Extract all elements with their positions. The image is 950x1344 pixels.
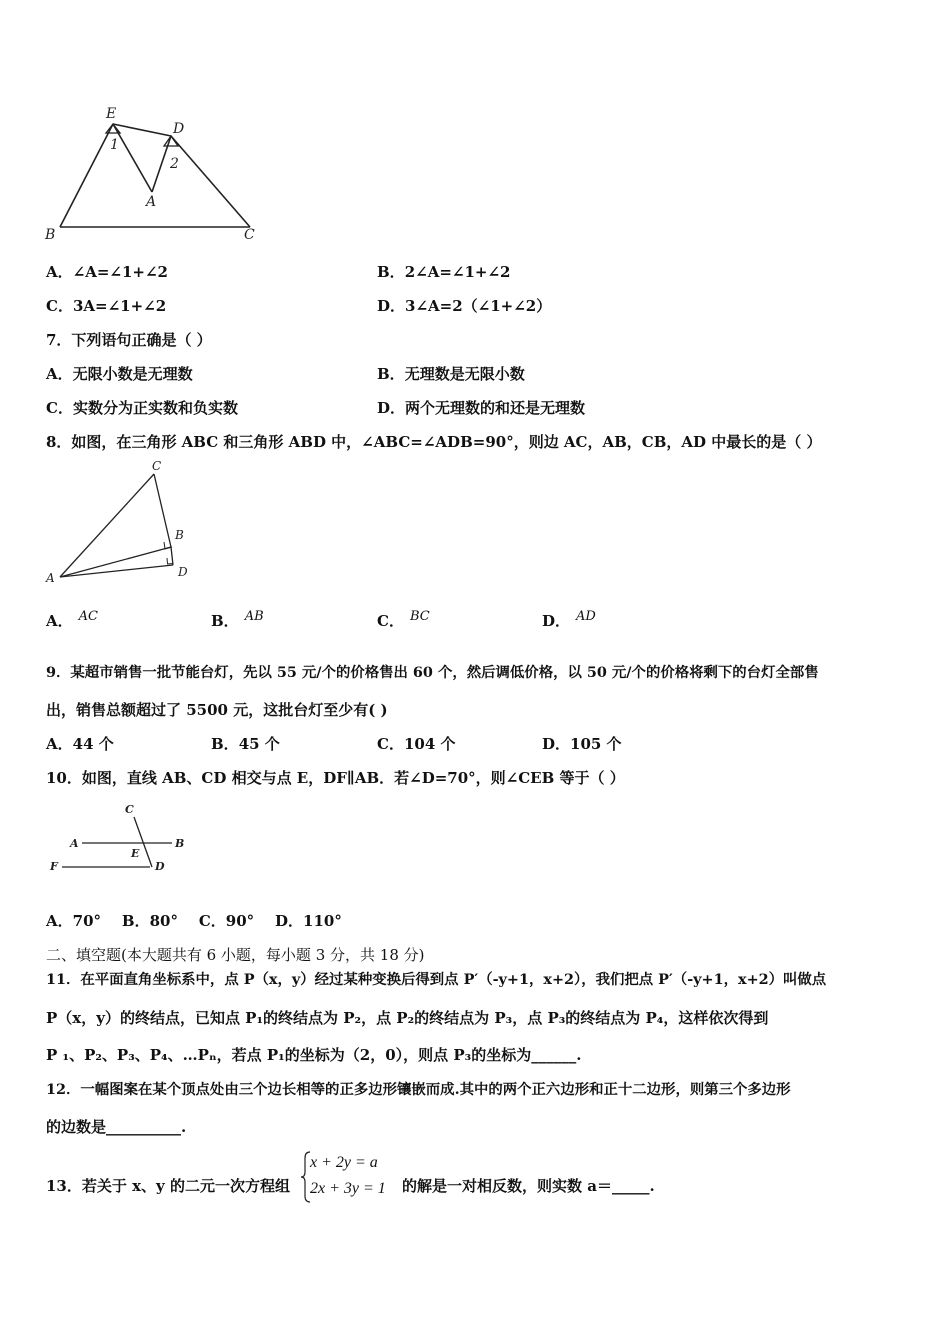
fig10-label-c: C: [125, 803, 134, 816]
q10-figure: [46, 798, 196, 883]
q9-stem-line-2: 出，销售总额超过了 5500 元，这批台灯至少有( ): [46, 701, 388, 719]
fig6-label-b: B: [45, 227, 56, 243]
q8-option-c[interactable]: C． BC: [377, 609, 430, 630]
q8-option-a[interactable]: A． AC: [46, 609, 98, 630]
fig8-label-b: B: [175, 528, 184, 542]
q13-equation-1: x + 2y = a: [310, 1154, 378, 1171]
fig8-label-d: D: [178, 565, 188, 579]
q8-figure: [40, 460, 200, 590]
fig6-label-c: C: [244, 227, 255, 243]
q6-option-b[interactable]: B．2∠A=∠1+∠2: [377, 263, 511, 281]
fig10-label-e: E: [131, 847, 140, 860]
fig8-label-c: C: [152, 460, 162, 473]
fig10-label-a: A: [70, 837, 79, 850]
q12-line-1: 12．一幅图案在某个顶点处由三个边长相等的正多边形镶嵌而成.其中的两个正六边形和正十二边形，则第三个多边形: [46, 1081, 791, 1098]
fig6-label-a: A: [146, 194, 157, 210]
fig10-label-d: D: [155, 860, 165, 873]
q9-option-b[interactable]: B．45 个: [211, 735, 280, 753]
q10-stem: 10．如图，直线 AB、CD 相交与点 E，DF∥AB．若∠D=70°，则∠CEB 等于（ ）: [46, 769, 625, 787]
q12-line-2: 的边数是__________.: [46, 1118, 187, 1136]
q11-line-3: P ₁、P₂、P₃、P₄、…Pₙ，若点 P₁的坐标为（2，0），则点 P₃的坐标为______.: [46, 1046, 582, 1064]
fig6-label-e: E: [106, 106, 117, 122]
q13-equation-system: [310, 1150, 386, 1202]
q7-option-c[interactable]: C．实数分为正实数和负实数: [46, 399, 238, 417]
section-2-heading: 二、填空题(本大题共有 6 小题，每小题 3 分，共 18 分): [46, 946, 425, 964]
q8-option-d[interactable]: D． AD: [542, 609, 596, 630]
q9-option-d[interactable]: D．105 个: [542, 735, 622, 753]
fig6-label-d: D: [173, 121, 185, 137]
q8-option-b[interactable]: B． AB: [211, 609, 264, 630]
q7-option-a[interactable]: A．无限小数是无理数: [46, 365, 193, 383]
fig6-label-2: 2: [170, 156, 179, 172]
q7-option-d[interactable]: D．两个无理数的和还是无理数: [377, 399, 586, 417]
q13-suffix: 的解是一对相反数，则实数 a＝_____.: [402, 1177, 655, 1195]
fig10-label-b: B: [175, 837, 185, 850]
fig10-label-f: F: [50, 860, 58, 873]
fig8-label-a: A: [46, 571, 55, 585]
q6-figure: [40, 100, 270, 250]
q6-option-c[interactable]: C．3A=∠1+∠2: [46, 297, 167, 315]
q11-line-1: 11．在平面直角坐标系中，点 P（x，y）经过某种变换后得到点 P′（-y+1，x+2），我们把点 P′（-y+1，x+2）叫做点: [46, 971, 827, 988]
q11-line-2: P（x，y）的终结点，已知点 P₁的终结点为 P₂，点 P₂的终结点为 P₃，点 P₃的终结点为 P₄，这样依次得到: [46, 1009, 769, 1027]
q8-stem: 8．如图，在三角形 ABC 和三角形 ABD 中，∠ABC=∠ADB=90°，则边 AC，AB，CB，AD 中最长的是（ ）: [46, 433, 822, 451]
q9-option-c[interactable]: C．104 个: [377, 735, 456, 753]
fig6-label-1: 1: [110, 137, 119, 153]
q7-stem: 7．下列语句正确是（ ）: [46, 331, 212, 349]
q6-option-a[interactable]: A．∠A=∠1+∠2: [46, 263, 168, 281]
q6-option-d[interactable]: D．3∠A=2（∠1+∠2）: [377, 297, 552, 315]
q7-option-b[interactable]: B．无理数是无限小数: [377, 365, 525, 383]
q13-equation-2: 2x + 3y = 1: [310, 1180, 386, 1197]
q10-options[interactable]: A．70° B．80° C．90° D．110°: [46, 912, 342, 930]
q9-stem-line-1: 9．某超市销售一批节能台灯，先以 55 元/个的价格售出 60 个，然后调低价格，以 50 元/个的价格将剩下的台灯全部售: [46, 664, 819, 681]
q13-prefix: 13．若关于 x、y 的二元一次方程组: [46, 1177, 290, 1195]
q9-option-a[interactable]: A．44 个: [46, 735, 114, 753]
